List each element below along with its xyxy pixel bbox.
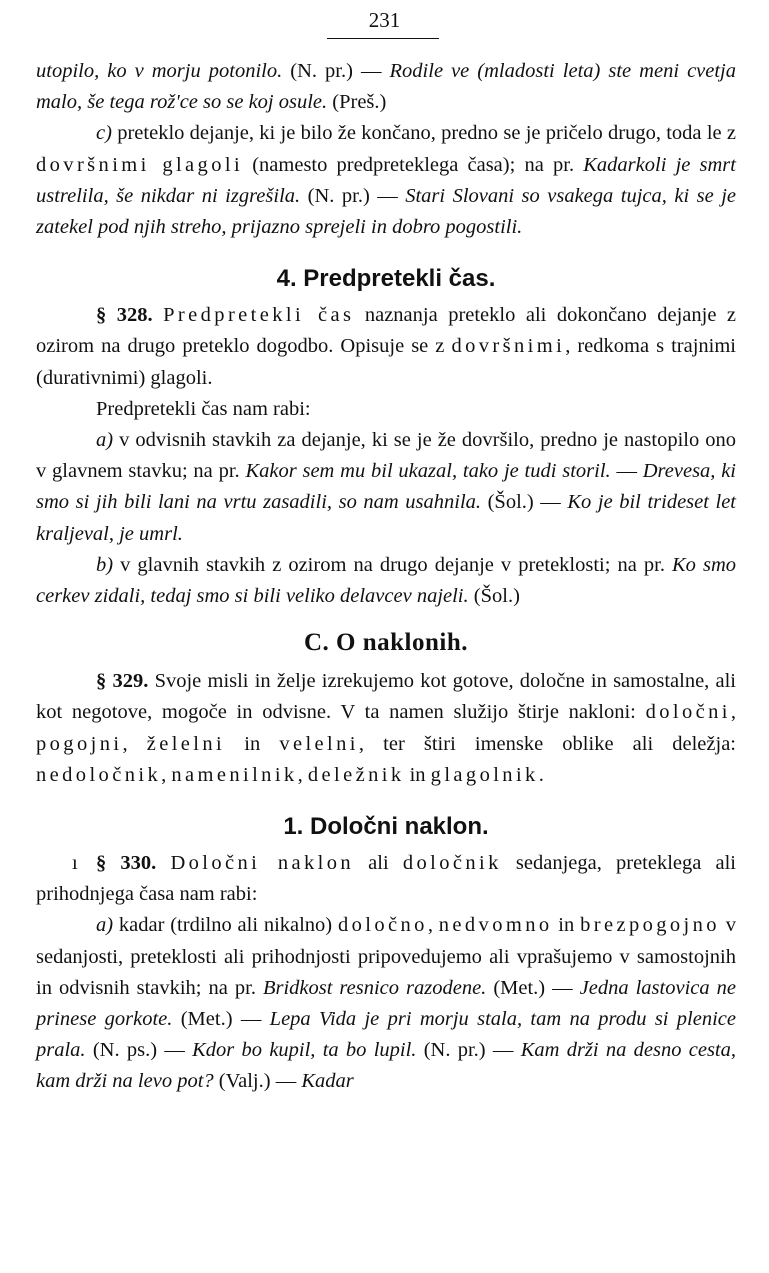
body-text: v glavnih stavkih z ozirom na drugo dejanje v preteklosti; na pr. [113,553,672,576]
spaced-term: določni [645,701,731,724]
spaced-term: dovršnimi [451,335,566,358]
spaced-term: velelni [279,732,359,755]
punct: , [297,763,308,786]
spaced-term: brezpogojno [580,914,720,937]
example-text: Lepa Vida je pri morju stala, tam na produ si plenice prala. [36,1008,736,1062]
body-text: (namesto predpreteklega časa); na pr. [243,153,584,176]
spaced-term: namenilnik [171,763,298,786]
spaced-term: deležnik [307,763,405,786]
spaced-term: nedoločnik [36,763,162,786]
paragraph-330 [36,848,736,910]
paragraph-a2 [36,910,736,1097]
section-number: § 329. [96,670,149,693]
spaced-term: glagolnik [430,763,539,786]
margin-mark: ı [72,852,78,875]
paragraph-c [36,118,736,243]
punct: , [730,701,736,724]
item-letter: a) [96,429,114,452]
paragraph-intro: Predpretekli čas nam rabi: [96,397,311,420]
page-number: 231 [368,8,401,32]
example-text: Kakor sem mu bil ukazal, tako je tudi storil. [245,460,611,483]
body-text: — [610,460,643,483]
spaced-term: nedvomno [438,914,553,937]
body-text: in [552,914,581,937]
source-ref: (N. ps.) — [85,1039,193,1062]
example-text: Kadar [301,1070,354,1093]
spaced-term: določno [337,914,428,937]
example-text: Drevesa, ki smo si jih bili lani na vrtu zasadili, so nam usahnila. [36,460,737,514]
body-text: preteklo dejanje, ki je bilo že končano, predno se je pričelo drugo, toda le z [111,122,736,145]
example-text: Kam drži na desno cesta, kam drži na levo pot? [36,1039,736,1093]
source-ref: (N. pr.) — [282,60,390,82]
example-text: Kadarkoli je smrt ustrelila, še nikdar ni izgrešila. [36,153,736,207]
paragraph-328 [36,300,736,394]
paragraph-329 [36,666,736,791]
section-heading: 4. Predpretekli čas. [276,265,496,293]
paragraph-b [36,550,736,612]
example-text: Ko smo cerkev zidali, tedaj smo si bili veliko delavcev najeli. [36,553,736,608]
source-ref: (N. pr.) — [416,1039,521,1062]
body-text: v sedanjosti, preteklosti ali prihodnjosti pripovedujemo ali vprašujemo v samostojnih in odvisnih stavkih; na pr. [36,914,737,999]
body-text: sedanjega, preteklega ali prihodnjega časa nam rabi: [36,852,736,906]
example-text: Kdor bo kupil, ta bo lupil. [192,1039,417,1062]
paragraph-a [36,425,736,550]
body-text: in [404,763,431,786]
source-ref: (Šol.) — [481,491,568,514]
body-text: , redkoma s trajnimi (durativnimi) glagoli. [36,335,736,389]
body-text: Svoje misli in želje izrekujemo kot gotove, določne in samostalne, ali kot negotove, mogoče in odvisne. V ta namen služijo štirje nakloni: [36,670,737,724]
example-text: Rodile ve (mladosti leta) ste meni cvetja malo, še tega rož'ce so se koj osule. [36,60,737,114]
body-text: kadar (trdilno ali nikalno) [113,914,338,937]
body-text: , ter štiri imenske oblike ali deležja: [358,732,736,755]
chapter-heading: C. O naklonih. [303,629,468,657]
spaced-term: določnik [402,852,502,875]
source-ref: (Šol.) [468,585,520,608]
punct: , [122,732,147,755]
spaced-term: dovršnimi glagoli [36,153,244,176]
section-number: § 330. [96,852,157,875]
example-text: Ko je bil trideset let kraljeval, je umrl. [36,491,737,545]
punct: , [161,763,172,786]
punct: . [538,763,544,786]
body-text: ali [354,852,403,875]
section-number: § 328. [96,304,153,327]
source-ref: (Preš.) [327,91,387,114]
section-heading: 1. Določni naklon. [283,813,489,841]
spaced-term: želelni [146,732,226,755]
example-text: Stari Slovani so vsakega tujca, ki se je zatekel pod njih streho, prijazno sprejeli in dobro pogostili. [36,184,736,239]
example-text: Jedna lastovica ne prinese gorkote. [36,976,736,1031]
example-text: utopilo, ko v morju potonilo. [36,60,283,82]
body-text: in [225,732,280,755]
item-letter: c) [96,122,112,145]
source-ref: (Met.) — [172,1008,270,1031]
example-text: Bridkost resnico razodene. [262,976,487,999]
spaced-term: Predpretekli čas [163,304,355,327]
source-ref: (N. pr.) — [300,184,406,207]
body-text: v odvisnih stavkih za dejanje, ki se je že dovršilo, predno je nastopilo ono v glavnem stavku; na pr. [36,429,736,483]
header-rule [327,38,439,39]
spaced-term: pogojni [36,732,123,755]
source-ref: (Valj.) — [213,1070,302,1093]
paragraph-continuation [36,56,736,118]
body-text: naznanja preteklo ali dokončano dejanje z ozirom na drugo preteklo dogodbo. Opisuje se z [36,304,737,358]
spaced-term: Določni naklon [170,852,355,875]
punct: , [427,914,439,937]
page-content [36,56,736,1098]
item-letter: b) [96,553,114,576]
source-ref: (Met.) — [486,976,580,999]
item-letter: a) [96,914,114,937]
